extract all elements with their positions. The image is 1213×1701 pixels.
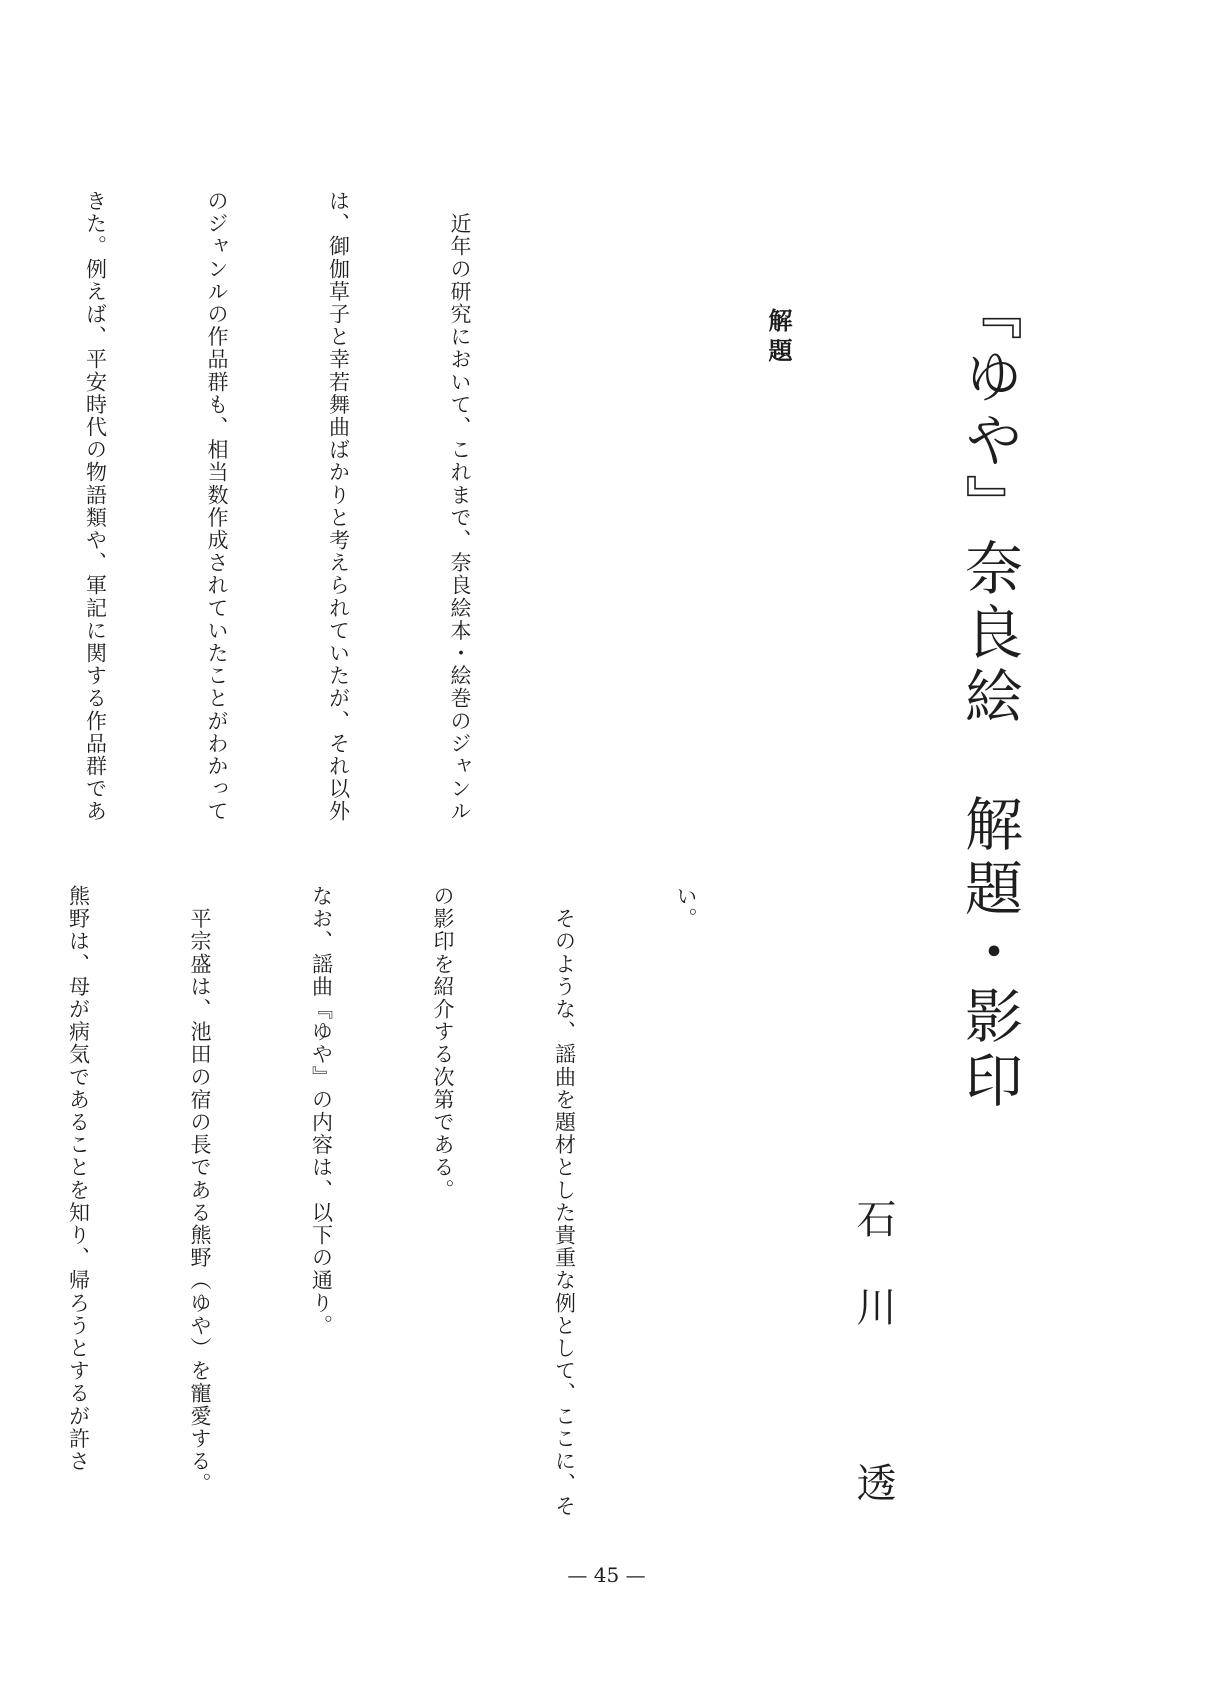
text-line: なお、謡曲『ゆや』の内容は、以下の通り。 <box>309 885 334 1337</box>
body-text-upper <box>0 190 561 823</box>
text-line: そのような、謡曲を題材とした貴重な例として、ここに、そ <box>552 885 577 1518</box>
page-number: — 45 — <box>567 1563 646 1587</box>
body-text-lower <box>0 885 787 1518</box>
text-line: は、御伽草子と幸若舞曲ばかりと考えられていたが、それ以外 <box>326 190 351 823</box>
article-title: 『ゆや』奈良絵 解題・影印 <box>955 282 1023 1114</box>
text-line: い。 <box>674 885 698 931</box>
text-line: 近年の研究において、これまで、奈良絵本・絵巻のジャンル <box>448 190 472 823</box>
text-line: きた。例えば、平安時代の物語類や、軍記に関する作品群であ <box>83 190 108 823</box>
text-line: 平宗盛は、池田の宿の長である熊野（ゆや）を寵愛する。 <box>188 885 212 1496</box>
section-heading: 解題 <box>764 308 793 368</box>
text-line: の影印を紹介する次第である。 <box>431 885 455 1202</box>
text-line: のジャンルの作品群も、相当数作成されていたことがわかって <box>205 190 229 823</box>
author-name: 石川 透 <box>850 1198 896 1550</box>
text-line: 熊野は、母が病気であることを知り、帰ろうとするが許さ <box>66 885 91 1473</box>
